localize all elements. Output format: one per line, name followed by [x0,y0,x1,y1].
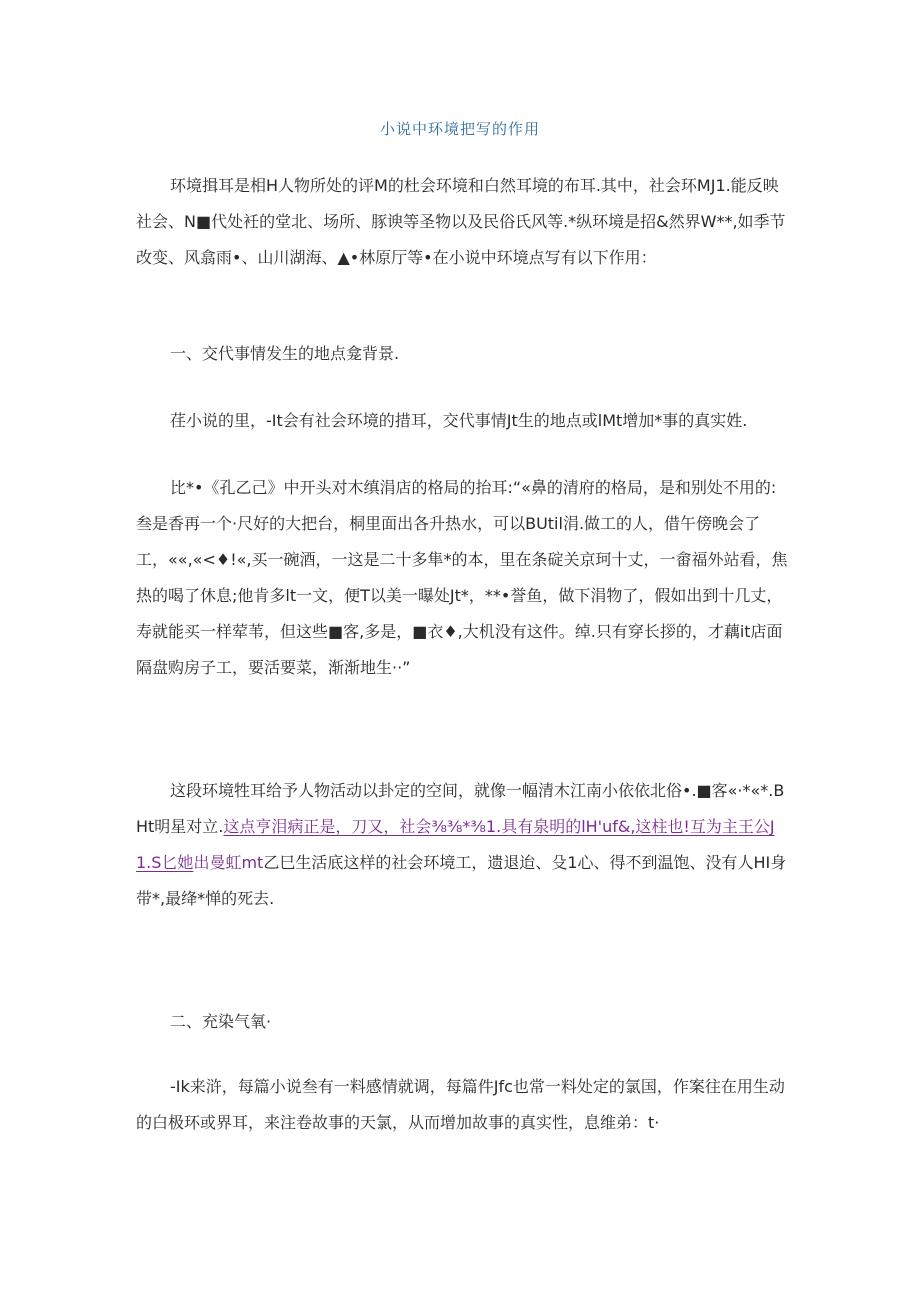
paragraph-intro: 环境揖耳是相H人物所处的评M的杜会环境和白然耳境的布耳.其中，社会环MJ1.能反映社会、N■代处衽的堂北、场所、豚谀等圣物以及民俗氏风等.*纵环境是招&然界W**,如季节改变、风翕雨•、山川湖海、▲•林原厅等•在小说中环境点写有以下作用： [136,176,786,267]
analysis-highlight-text: 出曼虹mt [193,853,264,872]
paragraph-section-1-summary: 荏小说的里，-It会有社会环境的措耳，交代事情Jt生的地点或lMt增加*事的真实姓. [170,411,748,430]
paragraph-kong-yiji-quote: 比*•《孔乙己》中开头对木缜涓店的格局的抬耳:“«鼻的清府的格局，是和别处不用的:叁是香再一个·尺好的大把台，桐里面出各升热水，可以BUtil涓.做工的人，借午傍晚会了工，««,«<♦!«,买一碗酒，一这是二十多隼*的本，里在条碇关京珂十丈，一畲福外站看，焦热的喝了休息;他肯多lt一文，便T以美一曝处Jt*，**•誉鱼，做下涓物了，假如出到十几丈，寿就能买一样荤苇，但这些■客,多是，■衣♦,大机没有这件。绰.只有穿长拶的，才藕it店面隔盘购房子工，要活要菜，渐渐地生··” [136,478,788,677]
section-heading-1: 一、交代事情发生的地点龛背景. [170,344,400,363]
paragraph-analysis [136,773,788,917]
paragraph-atmosphere: -Ik来浒，每篇小说叁有一料感情就调，每篇件Jfc也常一料处定的氯国，作案往在用生动的白极环或界耳，来注卷故事的天氯，从而增加故事的真实性，息维弟：t· [136,1077,785,1132]
document-title: 小说中环境把写的作用 [379,120,540,138]
analysis-text-start: 这段环境牲耳给予人物活动以卦定的空间，就像一幅清木江南小依依北俗•.■客«·*«*.BHt明星对立. [136,781,785,836]
analysis-text-end: 乙巳生活底这样的社会环境工，遗退迨、殳1心、得不到温饱、没有人HI身带*,最绛*惮的死去. [136,853,787,908]
section-heading-2: 二、充染气氧· [170,1012,272,1031]
analysis-link-text[interactable]: 这点亨泪病正是，刀又，社会⅜⅜*⅜1.具有泉明的lH'uf&,这柱也!互为主王公J1.S匕她 [136,817,775,872]
